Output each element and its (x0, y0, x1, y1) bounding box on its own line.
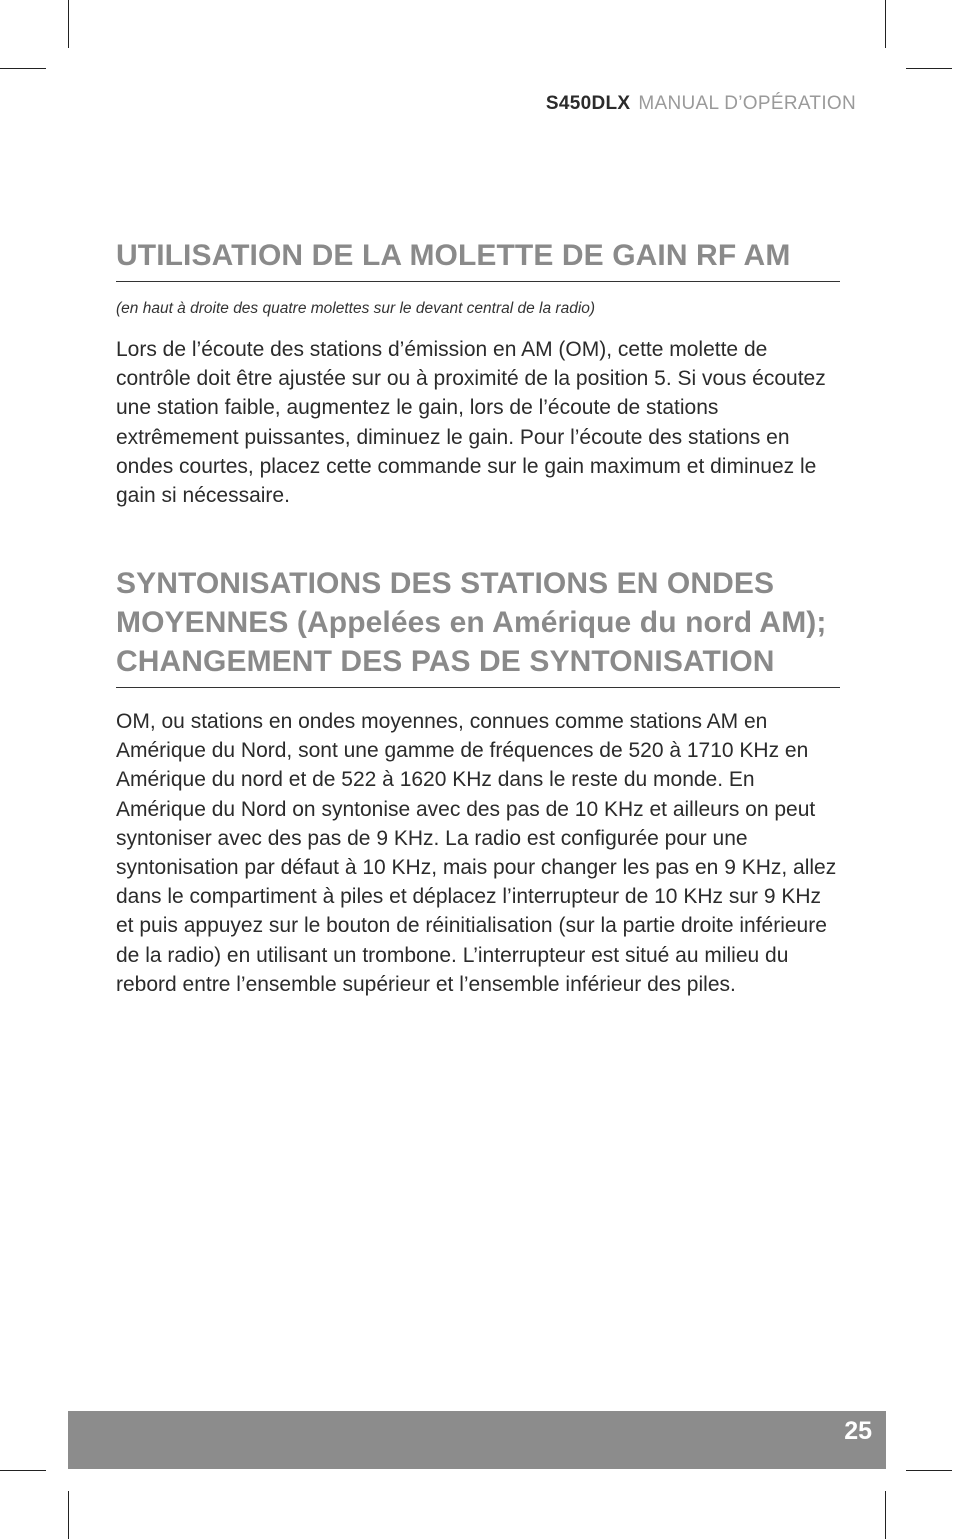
section-note: (en haut à droite des quatre molettes sur le devant central de la radio) (116, 300, 596, 317)
section-heading: SYNTONISATIONS DES STATIONS EN ONDES MOYENNES (Appelées en Amérique du nord AM); CHANGEMENT DES PAS DE SYNTONISATION (116, 564, 840, 688)
running-header (546, 93, 856, 115)
page-number: 25 (844, 1417, 872, 1445)
section-rf-gain (116, 236, 840, 510)
header-title: MANUAL D’OPÉRATION (638, 93, 856, 114)
crop-mark (0, 1470, 46, 1471)
crop-mark (906, 1470, 952, 1471)
footer-bar (68, 1411, 886, 1469)
crop-mark (0, 68, 46, 69)
section-body: OM, ou stations en ondes moyennes, connues comme stations AM en Amérique du Nord, sont une gamme de fréquences de 520 à 1710 KHz en Amérique du nord et de 522 à 1620 KHz dans le reste du monde. En Amérique du Nord on syntonise avec des pas de 10 KHz et ailleurs on peut syntoniser avec des pas de 9 KHz. La radio est configurée pour une syntonisation par défaut à 10 KHz, mais pour changer les pas en 9 KHz, allez dans le compartiment à piles et déplacez l’interrupteur de 10 KHz sur 9 KHz et puis appuyez sur le bouton de réinitialisation (sur la partie droite inférieure de la radio) en utilisant un trombone. L’interrupteur est situé au milieu du rebord entre l’ensemble supérieur et l’ensemble inférieur des piles. (116, 710, 837, 996)
crop-mark (885, 1491, 886, 1539)
crop-mark (906, 68, 952, 69)
crop-mark (68, 0, 69, 48)
section-mw-tuning (116, 564, 840, 999)
header-model: S450DLX (545, 93, 631, 114)
section-heading: UTILISATION DE LA MOLETTE DE GAIN RF AM (116, 236, 840, 282)
crop-mark (885, 0, 886, 48)
section-body: Lors de l’écoute des stations d’émission en AM (OM), cette molette de contrôle doit être ajustée sur ou à proximité de la position 5. Si vous écoutez une station faible, augmentez le gain, lors de l’écoute de stations extrêmement puissantes, diminuez le gain. Pour l’écoute des stations en ondes courtes, placez cette commande sur le gain maximum et diminuez le gain si nécessaire. (116, 338, 826, 508)
crop-mark (68, 1491, 69, 1539)
